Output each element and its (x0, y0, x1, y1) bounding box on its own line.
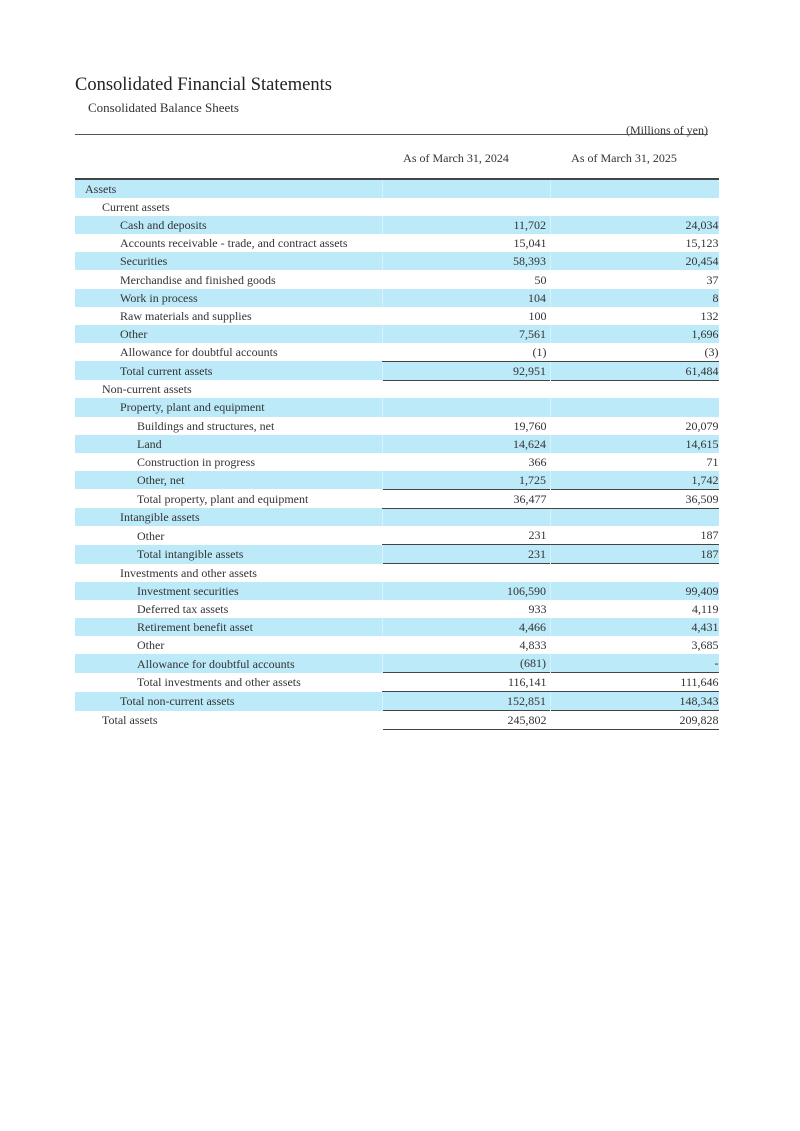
value-2025: 99,409 (551, 582, 719, 600)
table-row (75, 545, 719, 564)
table-row (75, 471, 719, 490)
value-2025: 187 (551, 545, 719, 564)
value-2024: 7,561 (383, 325, 551, 343)
value-2024: 19,760 (513, 418, 547, 433)
value-2024: 50 (534, 272, 547, 287)
value-2025: - (551, 654, 719, 673)
row-label: Other (137, 528, 165, 543)
value-2024: 933 (528, 602, 547, 617)
row-label: Total property, plant and equipment (137, 491, 309, 506)
balance-sheet-table (75, 178, 719, 730)
value-2024: 92,951 (383, 361, 551, 380)
value-2025: (3) (704, 344, 719, 359)
table-row (75, 435, 719, 453)
row-label: Retirement benefit asset (75, 618, 383, 636)
table-row (75, 654, 719, 673)
column-header-2025: As of March 31, 2025 (571, 151, 677, 165)
table-row (75, 600, 719, 618)
row-label: Allowance for doubtful accounts (75, 654, 383, 673)
value-2025: 187 (700, 528, 719, 543)
table-row (75, 307, 719, 325)
row-label: Cash and deposits (75, 216, 383, 234)
row-label: Construction in progress (137, 454, 255, 469)
table-row (75, 325, 719, 343)
value-2025 (551, 179, 719, 198)
row-label: Total investments and other assets (137, 675, 301, 690)
row-label: Total assets (102, 713, 158, 728)
value-2024 (383, 179, 551, 198)
value-2024 (383, 380, 551, 398)
statement-subtitle: Consolidated Balance Sheets (88, 100, 239, 115)
value-2025: 132 (700, 308, 719, 323)
value-2024: 116,141 (383, 673, 551, 692)
table-row (75, 179, 719, 198)
value-2024: 4,466 (383, 618, 551, 636)
row-label: Allowance for doubtful accounts (120, 345, 278, 360)
value-2024 (383, 508, 551, 526)
table-row (75, 618, 719, 636)
table-row (75, 636, 719, 654)
row-label: Property, plant and equipment (75, 398, 383, 416)
table-row (75, 198, 719, 216)
value-2024: 245,802 (383, 711, 551, 730)
value-2025 (551, 508, 719, 526)
row-label: Intangible assets (75, 508, 383, 526)
value-2024: 106,590 (383, 582, 551, 600)
value-2025: 20,079 (685, 418, 719, 433)
value-2024: 11,702 (383, 216, 551, 234)
table-row (75, 252, 719, 270)
row-label: Raw materials and supplies (120, 308, 252, 323)
table-row (75, 564, 719, 582)
row-label: Work in process (75, 289, 383, 307)
value-2025: 37 (706, 272, 719, 287)
value-2025 (551, 398, 719, 416)
row-label: Total current assets (75, 361, 383, 380)
row-label: Deferred tax assets (137, 602, 229, 617)
value-2024: 15,041 (513, 236, 547, 251)
value-2025: 14,615 (551, 435, 719, 453)
table-row (75, 673, 719, 692)
table-row (75, 526, 719, 545)
value-2024: (681) (383, 654, 551, 673)
value-2025: 8 (551, 289, 719, 307)
row-label: Total non-current assets (75, 692, 383, 711)
value-2024 (383, 564, 551, 582)
table-row (75, 508, 719, 526)
value-2024: 231 (528, 528, 547, 543)
value-2025: 20,454 (551, 252, 719, 270)
table-row (75, 417, 719, 435)
value-2025: 148,343 (551, 692, 719, 711)
value-2024: 231 (383, 545, 551, 564)
row-label: Investments and other assets (120, 565, 257, 580)
value-2025 (551, 198, 719, 216)
row-label: Other (137, 638, 165, 653)
table-row (75, 453, 719, 471)
table-row (75, 582, 719, 600)
row-label: Other, net (75, 471, 383, 490)
row-label: Investment securities (75, 582, 383, 600)
value-2024: 100 (528, 308, 547, 323)
table-row (75, 270, 719, 288)
table-row (75, 289, 719, 307)
value-2025: 24,034 (551, 216, 719, 234)
column-header-2024: As of March 31, 2024 (403, 151, 509, 165)
row-label: Assets (75, 179, 383, 198)
table-row (75, 216, 719, 234)
table-row (75, 398, 719, 416)
value-2025 (551, 564, 719, 582)
table-row (75, 692, 719, 711)
value-2025: 1,696 (551, 325, 719, 343)
value-2024: (1) (532, 344, 547, 359)
row-label: Non-current assets (102, 382, 192, 397)
table-row (75, 489, 719, 508)
value-2024: 1,725 (383, 471, 551, 490)
row-label: Total intangible assets (75, 545, 383, 564)
row-label: Accounts receivable - trade, and contract assets (120, 236, 348, 251)
table-row (75, 380, 719, 398)
value-2025: 61,484 (551, 361, 719, 380)
value-2024 (383, 198, 551, 216)
page-title: Consolidated Financial Statements (75, 75, 332, 95)
value-2025: 111,646 (551, 673, 719, 692)
value-2025: 1,742 (551, 471, 719, 490)
value-2025 (551, 380, 719, 398)
value-2024: 4,833 (519, 638, 547, 653)
row-label: Merchandise and finished goods (120, 272, 276, 287)
row-label: Current assets (102, 200, 170, 215)
value-2024: 14,624 (383, 435, 551, 453)
value-2024 (383, 398, 551, 416)
table-row (75, 711, 719, 730)
value-2025: 36,509 (551, 489, 719, 508)
value-2024: 366 (528, 454, 547, 469)
value-2025: 209,828 (551, 711, 719, 730)
value-2025: 4,431 (551, 618, 719, 636)
row-label: Land (75, 435, 383, 453)
value-2025: 4,119 (691, 602, 719, 617)
row-label: Buildings and structures, net (137, 418, 275, 433)
value-2025: 71 (706, 454, 719, 469)
table-row (75, 343, 719, 362)
row-label: Securities (75, 252, 383, 270)
table-row (75, 361, 719, 380)
value-2025: 15,123 (685, 236, 719, 251)
value-2024: 58,393 (383, 252, 551, 270)
value-2024: 104 (383, 289, 551, 307)
header-rule (75, 134, 708, 135)
row-label: Other (75, 325, 383, 343)
value-2025: 3,685 (691, 638, 719, 653)
value-2024: 36,477 (383, 489, 551, 508)
value-2024: 152,851 (383, 692, 551, 711)
unit-label: (Millions of yen) (626, 123, 708, 137)
table-row (75, 234, 719, 252)
